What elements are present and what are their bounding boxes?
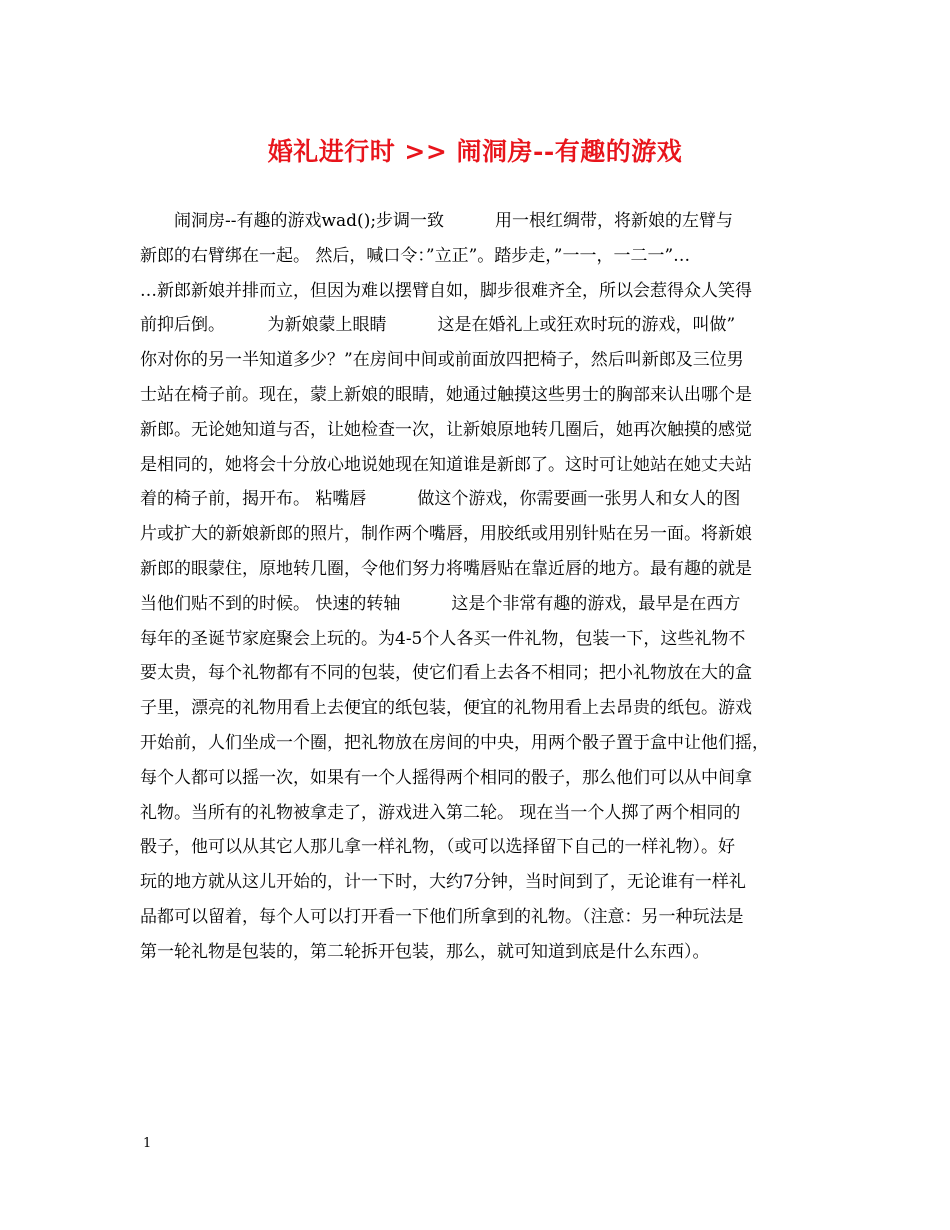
document-title: 婚礼进行时 >> 闹洞房--有趣的游戏 <box>267 137 683 166</box>
text-line: 士站在椅子前。现在，蒙上新娘的眼睛，她通过触摸这些男士的胸部来认出哪个是 <box>140 384 752 405</box>
text-line: 新郎的右臂绑在一起。 然后，喊口令：”立正”。踏步走，”一一，一二一”… <box>140 245 691 266</box>
text-line: 是相同的，她将会十分放心地说她现在知道谁是新郎了。这时可让她站在她丈夫站 <box>140 454 752 475</box>
text-line: 前抑后倒。 为新娘蒙上眼睛 这是在婚礼上或狂欢时玩的游戏，叫做” <box>140 315 736 336</box>
text-line: 新郎的眼蒙住，原地转几圈，令他们努力将嘴唇贴在靠近唇的地方。最有趣的就是 <box>140 558 752 579</box>
text-line: 新郎。无论她知道与否，让她检查一次，让新娘原地转几圈后，她再次触摸的感觉 <box>140 419 752 440</box>
text-line: 开始前，人们坐成一个圈，把礼物放在房间的中央，用两个骰子置于盒中让他们摇， <box>140 732 769 753</box>
text-line: 着的椅子前，揭开布。 粘嘴唇 做这个游戏，你需要画一张男人和女人的图 <box>140 489 741 510</box>
text-line: 当他们贴不到的时候。 快速的转轴 这是个非常有趣的游戏，最早是在西方 <box>140 593 741 614</box>
text-line: 玩的地方就从这儿开始的，计一下时，大约7分钟，当时间到了，无论谁有一样礼 <box>140 872 746 893</box>
text-line: 每年的圣诞节家庭聚会上玩的。为4-5个人各买一件礼物，包装一下，这些礼物不 <box>140 628 746 649</box>
text-line: 片或扩大的新娘新郎的照片，制作两个嘴唇，用胶纸或用别针贴在另一面。将新娘 <box>140 524 752 545</box>
text-line: 闹洞房--有趣的游戏wad();步调一致 用一根红绸带，将新娘的左臂与 <box>140 211 734 231</box>
text-line: 骰子，他可以从其它人那儿拿一样礼物，（或可以选择留下自己的一样礼物）。好 <box>140 837 735 858</box>
text-line: 每个人都可以摇一次，如果有一个人摇得两个相同的骰子，那么他们可以从中间拿 <box>140 767 752 788</box>
page-number: 1 <box>143 1136 152 1151</box>
text-line: 你对你的另一半知道多少？”在房间中间或前面放四把椅子，然后叫新郎及三位男 <box>140 350 744 371</box>
text-line: 子里，漂亮的礼物用看上去便宜的纸包装，便宜的礼物用看上去昂贵的纸包。游戏 <box>140 698 752 719</box>
text-line: 礼物。当所有的礼物被拿走了，游戏进入第二轮。 现在当一个人掷了两个相同的 <box>140 802 741 823</box>
text-line: 要太贵，每个礼物都有不同的包装，使它们看上去各不相同；把小礼物放在大的盒 <box>140 663 752 684</box>
text-line: 第一轮礼物是包装的，第二轮拆开包装，那么，就可知道到底是什么东西）。 <box>140 941 710 962</box>
text-line: …新郎新娘并排而立，但因为难以摆臂自如，脚步很难齐全，所以会惹得众人笑得 <box>140 280 752 301</box>
text-line: 品都可以留着，每个人可以打开看一下他们所拿到的礼物。（注意：另一种玩法是 <box>140 906 744 927</box>
body-text <box>140 204 830 970</box>
